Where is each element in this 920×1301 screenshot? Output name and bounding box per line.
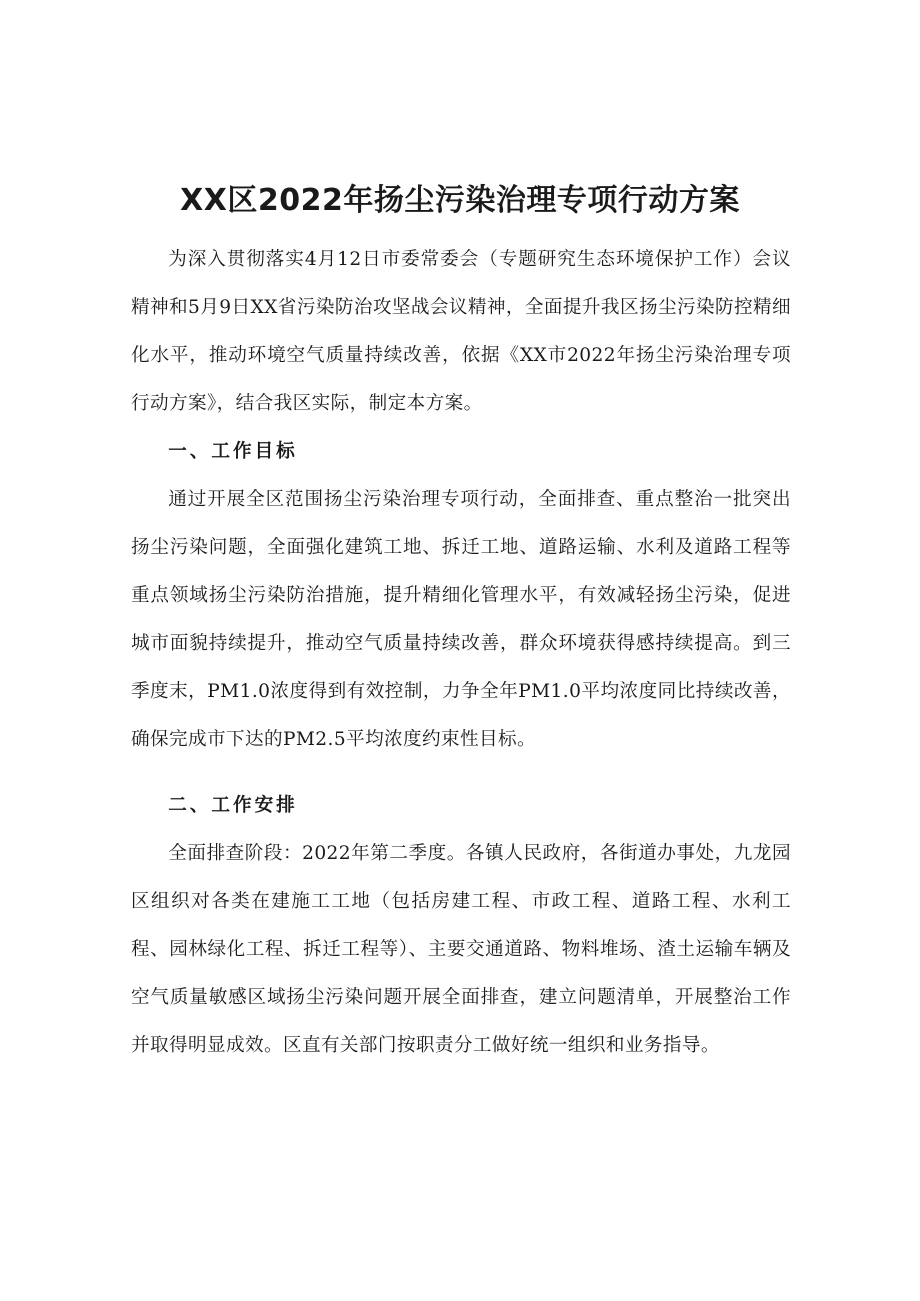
section-body-arrangement: 全面排查阶段：2022年第二季度。各镇人民政府，各街道办事处，九龙园区组织对各类在建施工工地（包括房建工程、市政工程、道路工程、水利工程、园林绿化工程、拆迁工程等）、主要交通道路、物料堆场、渣土运输车辆及空气质量敏感区域扬尘污染问题开展全面排查，建立问题清单，开展整治工作并取得明显成效。区直有关部门按职责分工做好统一组织和业务指导。 [131,843,791,1056]
section-heading-arrangement: 二、工作安排 [168,795,298,816]
document-body [131,236,791,1070]
document-title: XX区2022年扬尘污染治理专项行动方案 [180,183,740,218]
intro-paragraph: 为深入贯彻落实4月12日市委常委会（专题研究生态环境保护工作）会议精神和5月9日XX省污染防治攻坚战会议精神，全面提升我区扬尘污染防控精细化水平，推动环境空气质量持续改善，依据《XX市2022年扬尘污染治理专项行动方案》，结合我区实际，制定本方案。 [131,249,791,414]
section-body-goals: 通过开展全区范围扬尘污染治理专项行动，全面排查、重点整治一批突出扬尘污染问题，全面强化建筑工地、拆迁工地、道路运输、水利及道路工程等重点领域扬尘污染防治措施，提升精细化管理水平，有效减轻扬尘污染，促进城市面貌持续提升，推动空气质量持续改善，群众环境获得感持续提高。到三季度末，PM1.0浓度得到有效控制，力争全年PM1.0平均浓度同比持续改善，确保完成市下达的PM2.5平均浓度约束性目标。 [131,489,791,750]
section-heading-goals: 一、工作目标 [168,441,298,462]
